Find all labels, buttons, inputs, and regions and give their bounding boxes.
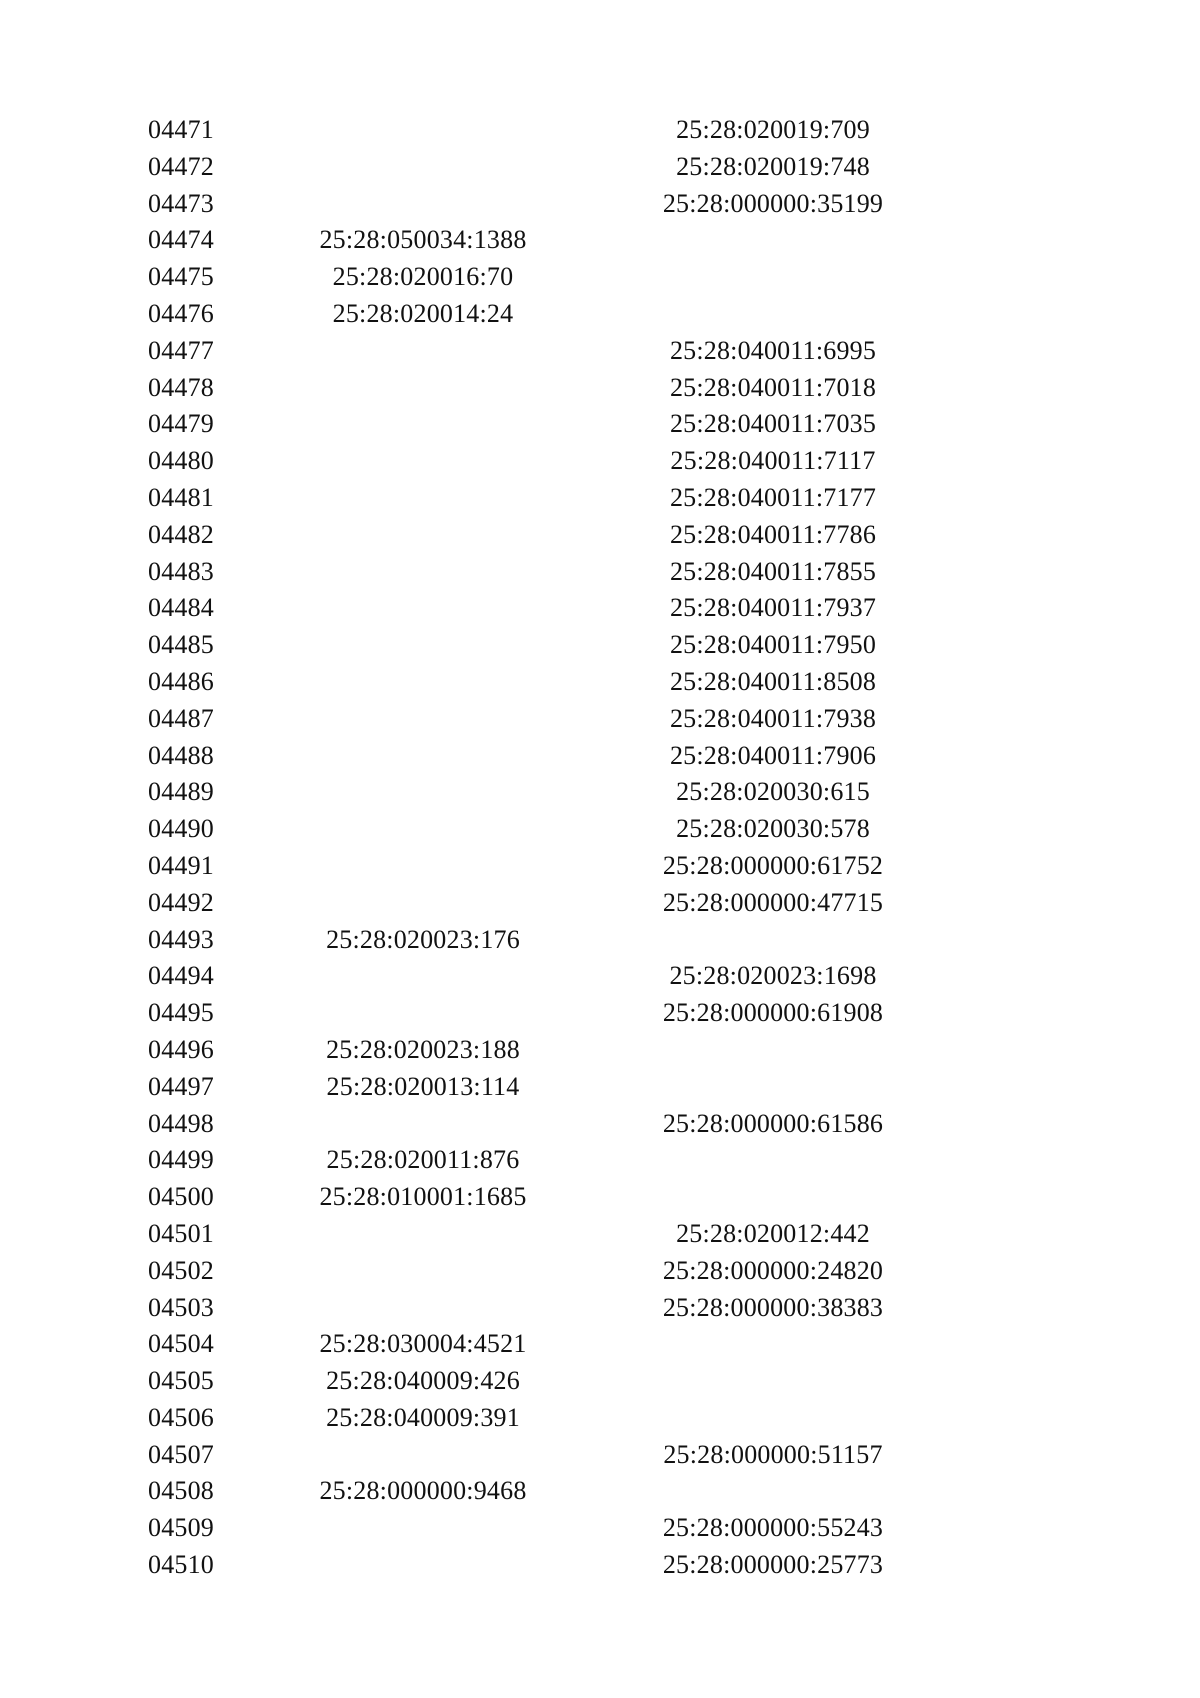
cadastral-number-right: 25:28:000000:55243 <box>662 1513 884 1543</box>
table-row <box>148 922 1048 959</box>
row-number: 04498 <box>148 1108 214 1138</box>
row-number: 04509 <box>148 1513 214 1543</box>
table-row <box>148 1473 1048 1510</box>
row-number: 04474 <box>148 225 214 255</box>
row-number: 04478 <box>148 372 214 402</box>
table-row <box>148 848 1048 885</box>
cadastral-number-left: 25:28:020014:24 <box>332 298 514 328</box>
table-row <box>148 627 1048 664</box>
table-row <box>148 738 1048 775</box>
row-number: 04479 <box>148 409 214 439</box>
cadastral-number-left: 25:28:050034:1388 <box>319 225 527 255</box>
row-number: 04477 <box>148 335 214 365</box>
row-number: 04502 <box>148 1255 214 1285</box>
table-row <box>148 1510 1048 1547</box>
table-row <box>148 811 1048 848</box>
table-row <box>148 1142 1048 1179</box>
row-number: 04496 <box>148 1034 214 1064</box>
cadastral-number-left: 25:28:020023:188 <box>326 1034 520 1064</box>
cadastral-number-table <box>148 112 1048 1584</box>
cadastral-number-left: 25:28:020016:70 <box>332 262 514 292</box>
row-number: 04482 <box>148 519 214 549</box>
table-row <box>148 222 1048 259</box>
cadastral-number-left: 25:28:040009:426 <box>326 1366 520 1396</box>
table-row <box>148 885 1048 922</box>
cadastral-number-left: 25:28:030004:4521 <box>319 1329 527 1359</box>
row-number: 04488 <box>148 740 214 770</box>
table-row <box>148 480 1048 517</box>
cadastral-number-right: 25:28:000000:61752 <box>662 850 884 880</box>
cadastral-number-left: 25:28:020023:176 <box>326 924 520 954</box>
cadastral-number-right: 25:28:000000:51157 <box>663 1439 883 1469</box>
cadastral-number-right: 25:28:020019:748 <box>676 151 870 181</box>
table-row <box>148 664 1048 701</box>
row-number: 04494 <box>148 961 214 991</box>
table-row <box>148 517 1048 554</box>
row-number: 04507 <box>148 1439 214 1469</box>
row-number: 04480 <box>148 446 214 476</box>
cadastral-number-right: 25:28:000000:35199 <box>662 188 884 218</box>
table-row <box>148 1363 1048 1400</box>
row-number: 04492 <box>148 887 214 917</box>
table-row <box>148 774 1048 811</box>
cadastral-number-left: 25:28:020011:876 <box>326 1145 520 1175</box>
cadastral-number-right: 25:28:040011:7035 <box>669 409 877 439</box>
cadastral-number-right: 25:28:040011:6995 <box>669 335 877 365</box>
table-row <box>148 590 1048 627</box>
row-number: 04506 <box>148 1402 214 1432</box>
row-number: 04490 <box>148 814 214 844</box>
cadastral-number-right: 25:28:040011:7937 <box>669 593 877 623</box>
cadastral-number-right: 25:28:020012:442 <box>676 1218 870 1248</box>
cadastral-number-right: 25:28:040011:7855 <box>669 556 877 586</box>
table-row <box>148 1326 1048 1363</box>
row-number: 04510 <box>148 1550 214 1580</box>
table-row <box>148 701 1048 738</box>
cadastral-number-right: 25:28:020030:578 <box>676 814 870 844</box>
table-row <box>148 1437 1048 1474</box>
table-row <box>148 958 1048 995</box>
cadastral-number-left: 25:28:000000:9468 <box>319 1476 527 1506</box>
table-row <box>148 370 1048 407</box>
cadastral-number-right: 25:28:040011:7906 <box>669 740 877 770</box>
cadastral-number-right: 25:28:040011:7786 <box>669 519 877 549</box>
row-number: 04485 <box>148 630 214 660</box>
table-row <box>148 296 1048 333</box>
cadastral-number-right: 25:28:040011:7177 <box>669 482 877 512</box>
cadastral-number-right: 25:28:040011:7018 <box>669 372 877 402</box>
row-number: 04486 <box>148 666 214 696</box>
row-number: 04499 <box>148 1145 214 1175</box>
table-row <box>148 554 1048 591</box>
table-row <box>148 112 1048 149</box>
table-row <box>148 1400 1048 1437</box>
table-row <box>148 1179 1048 1216</box>
row-number: 04476 <box>148 298 214 328</box>
cadastral-number-left: 25:28:020013:114 <box>326 1071 520 1101</box>
cadastral-number-right: 25:28:000000:61908 <box>662 998 884 1028</box>
cadastral-number-right: 25:28:040011:7117 <box>670 446 876 476</box>
row-number: 04505 <box>148 1366 214 1396</box>
table-row <box>148 1547 1048 1584</box>
cadastral-number-right: 25:28:000000:25773 <box>662 1550 884 1580</box>
row-number: 04484 <box>148 593 214 623</box>
row-number: 04495 <box>148 998 214 1028</box>
table-row <box>148 1069 1048 1106</box>
cadastral-number-right: 25:28:040011:7950 <box>669 630 877 660</box>
cadastral-number-right: 25:28:040011:8508 <box>669 666 877 696</box>
row-number: 04500 <box>148 1182 214 1212</box>
cadastral-number-right: 25:28:000000:61586 <box>662 1108 884 1138</box>
row-number: 04501 <box>148 1218 214 1248</box>
cadastral-number-right: 25:28:020019:709 <box>676 115 870 144</box>
table-row <box>148 1216 1048 1253</box>
row-number: 04472 <box>148 151 214 181</box>
table-row <box>148 1106 1048 1143</box>
row-number: 04487 <box>148 703 214 733</box>
cadastral-number-left: 25:28:040009:391 <box>326 1402 520 1432</box>
row-number: 04504 <box>148 1329 214 1359</box>
table-row <box>148 995 1048 1032</box>
table-row <box>148 1253 1048 1290</box>
row-number: 04497 <box>148 1071 214 1101</box>
row-number: 04483 <box>148 556 214 586</box>
row-number: 04471 <box>148 115 214 144</box>
row-number: 04491 <box>148 850 214 880</box>
cadastral-number-right: 25:28:000000:24820 <box>662 1255 884 1285</box>
cadastral-number-right: 25:28:000000:47715 <box>662 887 884 917</box>
cadastral-number-right: 25:28:000000:38383 <box>662 1292 884 1322</box>
cadastral-number-right: 25:28:040011:7938 <box>669 703 877 733</box>
table-row <box>148 259 1048 296</box>
table-row <box>148 1290 1048 1327</box>
table-row <box>148 443 1048 480</box>
table-row <box>148 186 1048 223</box>
table-row <box>148 333 1048 370</box>
cadastral-number-right: 25:28:020030:615 <box>676 777 870 807</box>
row-number: 04489 <box>148 777 214 807</box>
row-number: 04475 <box>148 262 214 292</box>
row-number: 04473 <box>148 188 214 218</box>
table-row <box>148 149 1048 186</box>
row-number: 04508 <box>148 1476 214 1506</box>
row-number: 04481 <box>148 482 214 512</box>
row-number: 04503 <box>148 1292 214 1322</box>
row-number: 04493 <box>148 924 214 954</box>
cadastral-number-left: 25:28:010001:1685 <box>319 1182 527 1212</box>
cadastral-number-right: 25:28:020023:1698 <box>669 961 877 991</box>
table-row <box>148 1032 1048 1069</box>
table-row <box>148 406 1048 443</box>
